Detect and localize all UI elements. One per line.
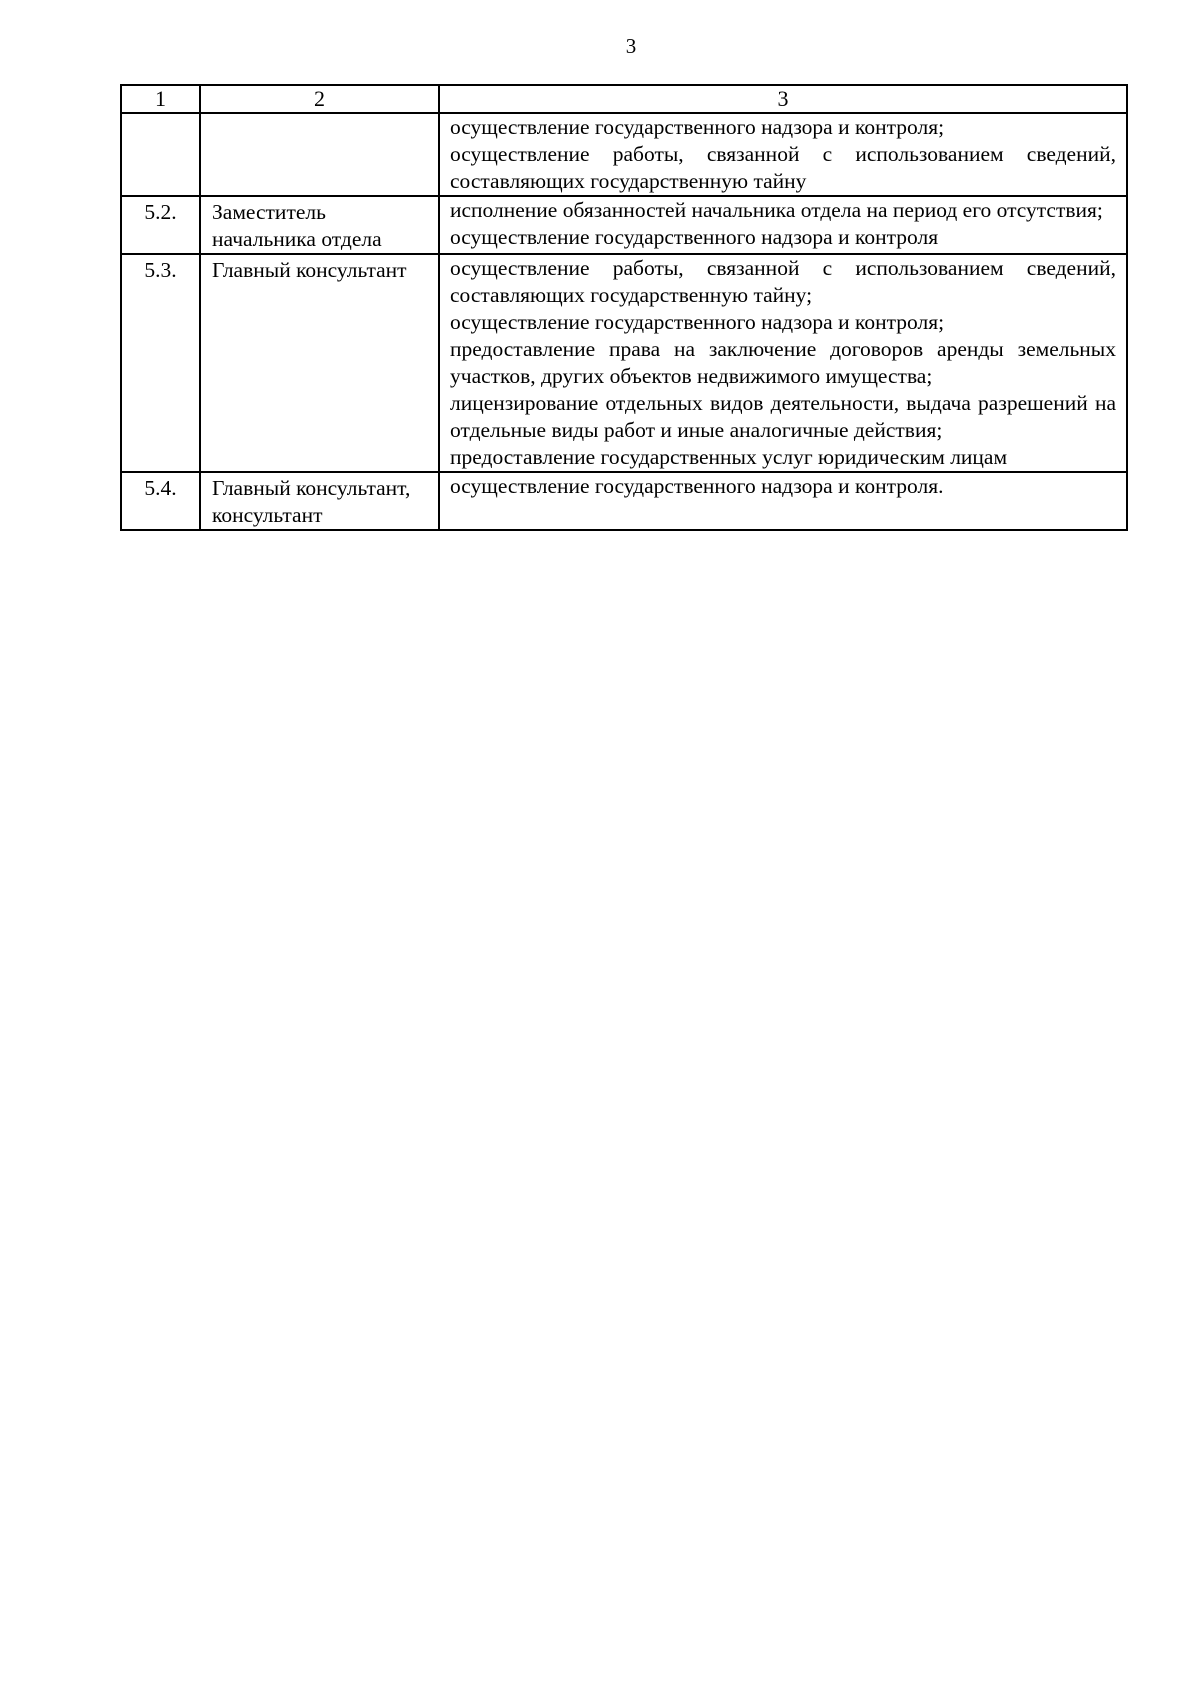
column-header-2: 2 (200, 85, 439, 113)
duty-item: осуществление работы, связанной с использованием сведений, составляющих государственную тайну (450, 142, 1116, 193)
duty-item: осуществление работы, связанной с использованием сведений, составляющих государственную тайну; (450, 256, 1116, 307)
duty-item: предоставление права на заключение договоров аренды земельных участков, других объектов недвижимого имущества; (450, 337, 1116, 388)
position-cell: Главный консультант (200, 254, 439, 472)
duties-table (120, 84, 1128, 531)
duty-item: осуществление государственного надзора и контроля; (450, 310, 945, 334)
row-number: 5.4. (121, 472, 200, 530)
duty-item: осуществление государственного надзора и контроля. (450, 474, 944, 498)
duties-cell (439, 113, 1127, 196)
table-header-row (121, 85, 1127, 113)
row-number: 5.3. (121, 254, 200, 472)
duty-item: предоставление государственных услуг юридическим лицам (450, 445, 1008, 469)
position-cell: Заместитель начальника отдела (200, 196, 439, 254)
table-row (121, 113, 1127, 196)
duty-item: осуществление государственного надзора и контроля; (450, 115, 945, 139)
duties-cell (439, 472, 1127, 530)
duty-item: исполнение обязанностей начальника отдела на период его отсутствия; (450, 198, 1103, 222)
duties-cell (439, 254, 1127, 472)
position-cell: Главный консультант, консультант (200, 472, 439, 530)
row-number: 5.2. (121, 196, 200, 254)
page-number: 3 (625, 34, 637, 58)
position-cell (200, 113, 439, 196)
row-number (121, 113, 200, 196)
column-header-3: 3 (439, 85, 1127, 113)
table-row (121, 196, 1127, 254)
duty-item: лицензирование отдельных видов деятельности, выдача разрешений на отдельные виды работ и иные аналогичные действия; (450, 391, 1116, 442)
duty-item: осуществление государственного надзора и контроля (450, 225, 939, 249)
duties-cell (439, 196, 1127, 254)
table-row (121, 254, 1127, 472)
table-row (121, 472, 1127, 530)
column-header-1: 1 (121, 85, 200, 113)
